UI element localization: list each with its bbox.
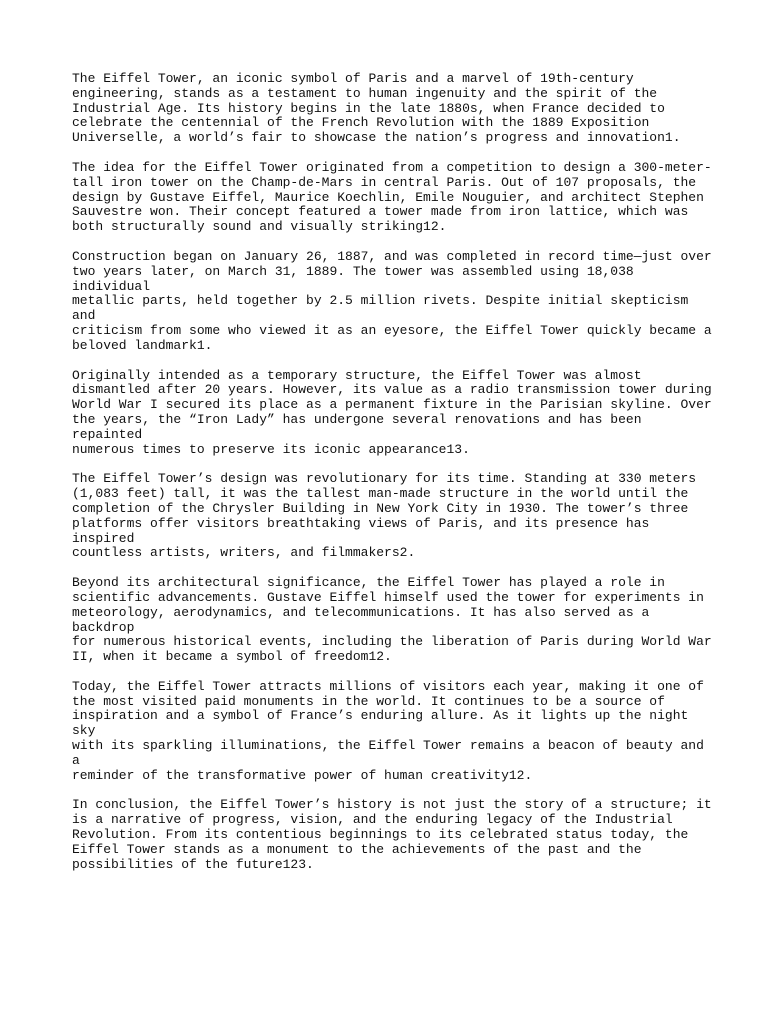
paragraph-today: Today, the Eiffel Tower attracts millions of visitors each year, making it one of the most visited paid monuments in the world. It continues to be a source of inspiration and a symbol of France’s enduring allure. As it lights up the night sky with its sparkling illuminations, the Eiffel Tower remains a beacon of beauty and a reminder of the transformative power of human creativity12. (72, 678, 704, 783)
paragraph-preservation: Originally intended as a temporary structure, the Eiffel Tower was almost dismantled after 20 years. However, its value as a radio transmission tower during World War I secured its place as a permanent fixture in the Parisian skyline. Over the years, the “Iron Lady” has undergone several renovations and has been repainted numerous times to preserve its iconic appearance13. (72, 367, 712, 457)
paragraph-origin: The idea for the Eiffel Tower originated from a competition to design a 300-meter- tall iron tower on the Champ-de-Mars in central Paris. Out of 107 proposals, the design by Gustave Eiffel, Maurice Koechlin, Emile Nouguier, and architect Stephen Sauvestre won. Their concept featured a tower made from iron lattice, which was both structurally sound and visually striking12. (72, 159, 712, 235)
paragraph-design: The Eiffel Tower’s design was revolutionary for its time. Standing at 330 meters (1,083 feet) tall, it was the tallest man-made structure in the world until the completion of the Chrysler Building in New York City in 1930. The tower’s three platforms offer visitors breathtaking views of Paris, and its presence has inspired countless artists, writers, and filmmakers2. (72, 471, 697, 561)
paragraph-intro: The Eiffel Tower, an iconic symbol of Paris and a marvel of 19th-century engineering, stands as a testament to human ingenuity and the spirit of the Industrial Age. Its history begins in the late 1880s, when France decided to celebrate the centennial of the French Revolution with the 1889 Exposition Universelle, a world’s fair to showcase the nation’s progress and innovation1. (72, 71, 681, 146)
paragraph-construction: Construction began on January 26, 1887, and was completed in record time—just over two years later, on March 31, 1889. The tower was assembled using 18,038 individual metallic parts, held together by 2.5 million rivets. Despite initial skepticism and criticism from some who viewed it as an eyesore, the Eiffel Tower quickly became a beloved landmark1. (72, 248, 712, 353)
paragraph-conclusion: In conclusion, the Eiffel Tower’s history is not just the story of a structure; it is a narrative of progress, vision, and the enduring legacy of the Industrial Revolution. From its contentious beginnings to its celebrated status today, the Eiffel Tower stands as a monument to the achievements of the past and the possibilities of the future123. (72, 797, 712, 872)
paragraph-science: Beyond its architectural significance, the Eiffel Tower has played a role in scientific advancements. Gustave Eiffel himself used the tower for experiments in meteorology, aerodynamics, and telecommunications. It has also served as a backdrop for numerous historical events, including the liberation of Paris during World War II, when it became a symbol of freedom12. (72, 575, 712, 665)
document-page (72, 72, 712, 887)
